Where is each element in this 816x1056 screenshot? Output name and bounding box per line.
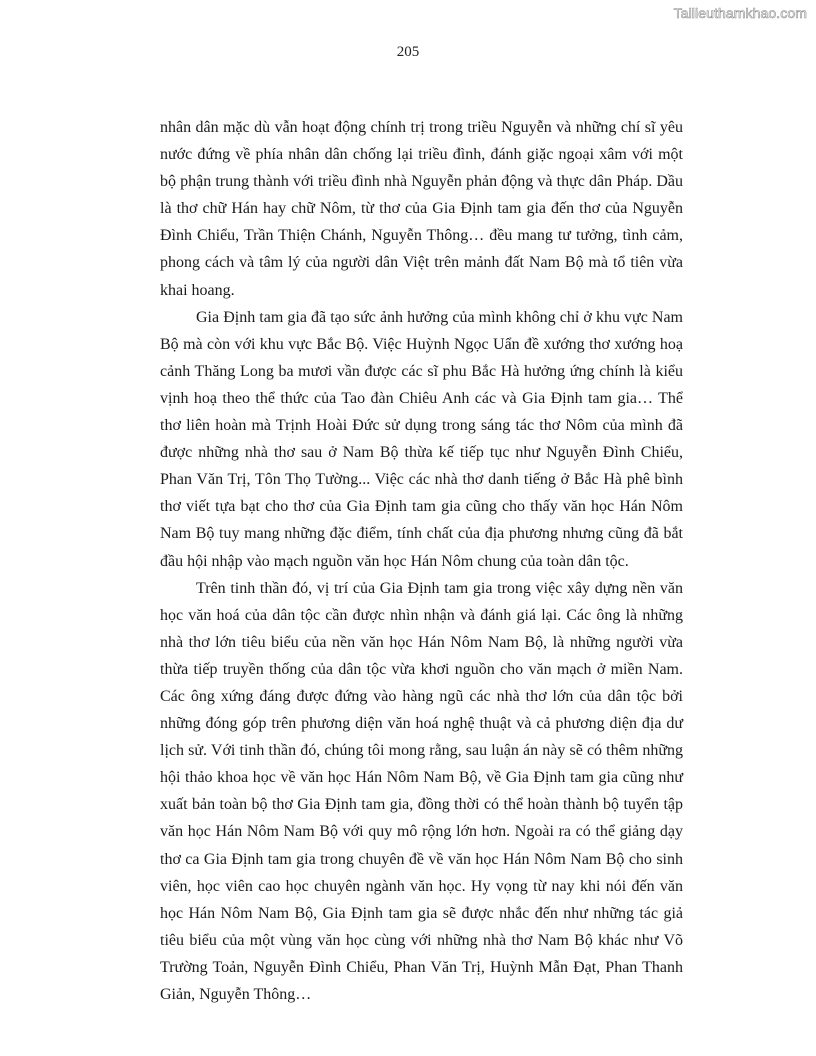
paragraph-2: Gia Định tam gia đã tạo sức ảnh hưởng của mình không chỉ ở khu vực Nam Bộ mà còn với khu vực Bắc Bộ. Việc Huỳnh Ngọc Uẩn đề xướng thơ xướng hoạ cảnh Thăng Long ba mươi vần được các sĩ phu Bắc Hà hưởng ứng chính là kiểu vịnh hoạ theo thể thức của Tao đàn Chiêu Anh các và Gia Định tam gia… Thể thơ liên hoàn mà Trịnh Hoài Đức sử dụng trong sáng tác thơ Nôm của mình đã được những nhà thơ sau ở Nam Bộ thừa kế tiếp tục như Nguyễn Đình Chiểu, Phan Văn Trị, Tôn Thọ Tường... Việc các nhà thơ danh tiếng ở Bắc Hà phê bình thơ viết tựa bạt cho thơ của Gia Định tam gia cũng cho thấy văn học Hán Nôm Nam Bộ tuy mang những đặc điểm, tính chất của địa phương nhưng cũng đã bắt đầu hội nhập vào mạch nguồn văn học Hán Nôm chung của toàn dân tộc. <box>160 308 683 570</box>
paragraph-3: Trên tinh thần đó, vị trí của Gia Định tam gia trong việc xây dựng nền văn học văn hoá của dân tộc cần được nhìn nhận và đánh giá lại. Các ông là những nhà thơ lớn tiêu biểu của nền văn học Hán Nôm Nam Bộ, là những người vừa thừa tiếp truyền thống của dân tộc vừa khơi nguồn cho văn mạch ở miền Nam. Các ông xứng đáng được đứng vào hàng ngũ các nhà thơ lớn của dân tộc bởi những đóng góp trên phương diện văn hoá nghệ thuật và cả phương diện địa dư lịch sử. Với tinh thần đó, chúng tôi mong rằng, sau luận án này sẽ có thêm những hội thảo khoa học về văn học Hán Nôm Nam Bộ, về Gia Định tam gia cũng như xuất bản toàn bộ thơ Gia Định tam gia, đồng thời có thể hoàn thành bộ tuyển tập văn học Hán Nôm Nam Bộ với quy mô rộng lớn hơn. Ngoài ra có thể giảng dạy thơ ca Gia Định tam gia trong chuyên đề về văn học Hán Nôm Nam Bộ cho sinh viên, học viên cao học chuyên ngành văn học. Hy vọng từ nay khi nói đến văn học Hán Nôm Nam Bộ, Gia Định tam gia sẽ được nhắc đến như những tác giả tiêu biểu của một vùng văn học cùng với những nhà thơ Nam Bộ khác như Võ Trường Toản, Nguyễn Đình Chiểu, Phan Văn Trị, Huỳnh Mẫn Đạt, Phan Thanh Giản, Nguyễn Thông… <box>160 579 683 1003</box>
paragraph-1: nhân dân mặc dù vẫn hoạt động chính trị trong triều Nguyễn và những chí sĩ yêu nước đứng về phía nhân dân chống lại triều đình, đánh giặc ngoại xâm với một bộ phận trung thành với triều đình nhà Nguyễn phản động và thực dân Pháp. Dầu là thơ chữ Hán hay chữ Nôm, từ thơ của Gia Định tam gia đến thơ của Nguyễn Đình Chiểu, Trần Thiện Chánh, Nguyễn Thông… đều mang tư tưởng, tình cảm, phong cách và tâm lý của người dân Việt trên mảnh đất Nam Bộ mà tổ tiên vừa khai hoang. <box>160 119 683 299</box>
watermark: Tailieuthamkhao.com <box>673 5 807 21</box>
page-number: 205 <box>396 44 420 60</box>
document-body <box>160 114 683 1008</box>
